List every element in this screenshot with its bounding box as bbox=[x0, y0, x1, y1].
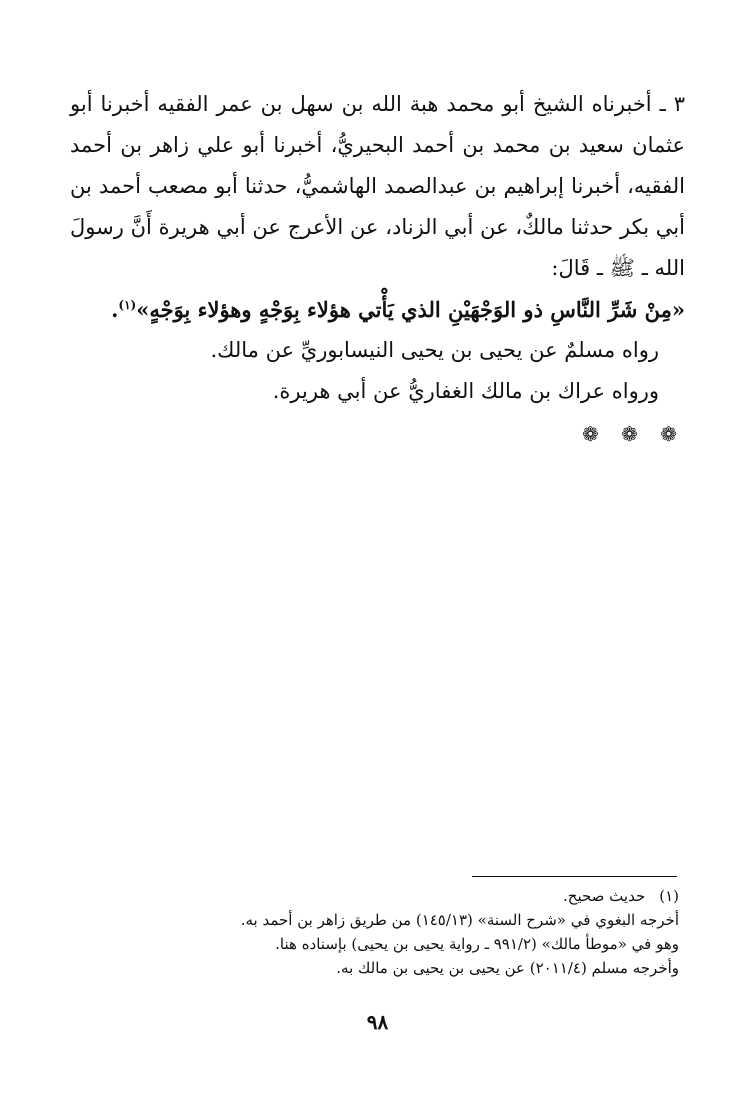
footnote-line-baghawi: أخرجه البغوي في «شرح السنة» (١٤٥/١٣) من طريق زاهر بن أحمد به. bbox=[240, 911, 679, 929]
main-text-block bbox=[70, 84, 685, 455]
page-number: ٩٨ bbox=[366, 1010, 389, 1034]
footnote-number: (١) bbox=[659, 887, 679, 905]
footnotes-block bbox=[120, 884, 679, 980]
footnote-line-muslim: وأخرجه مسلم (٢٠١١/٤) عن يحيى بن يحيى بن مالك به. bbox=[336, 959, 679, 977]
hadith-period: . bbox=[111, 297, 119, 322]
hadith-matn: «مِنْ شَرِّ النَّاسِ ذو الوَجْهَيْنِ الذي يَأْتي هؤلاء بِوَجْهٍ وهؤلاء بِوَجْهٍ» bbox=[136, 297, 685, 322]
narration-irak: ورواه عراك بن مالك الغفاريُّ عن أبي هريرة. bbox=[272, 379, 659, 403]
hadith-text bbox=[70, 289, 685, 330]
section-ornament-divider: ❁ ❁ ❁ bbox=[582, 422, 685, 446]
footnote-line-muwatta: وهو في «موطأ مالك» (٩٩١/٢ ـ رواية يحيى بن يحيى) بإسناده هنا. bbox=[275, 935, 679, 953]
footnote-1-heading bbox=[120, 884, 679, 908]
isnad-paragraph: ٣ ـ أخبرناه الشيخ أبو محمد هبة الله بن سهل بن عمر الفقيه أخبرنا أبو عثمان سعيد بن محمد بن أحمد البحيريُّ، أخبرنا أبو علي زاهر بن أحمد الفقيه، أخبرنا إبراهيم بن عبدالصمد الهاشميُّ، حدثنا أبو مصعب أحمد بن أبي بكر حدثنا مالكٌ، عن أبي الزناد، عن الأعرج عن أبي هريرة أَنَّ رسولَ الله ـ ﷺ ـ قَالَ: bbox=[70, 92, 685, 280]
footnote-reference[interactable]: (١) bbox=[118, 298, 137, 312]
footnote-separator-line bbox=[472, 876, 677, 877]
narration-muslim: رواه مسلمٌ عن يحيى بن يحيى النيسابوريِّ عن مالك. bbox=[210, 338, 659, 362]
footnote-grade: حديث صحيح. bbox=[563, 887, 646, 905]
